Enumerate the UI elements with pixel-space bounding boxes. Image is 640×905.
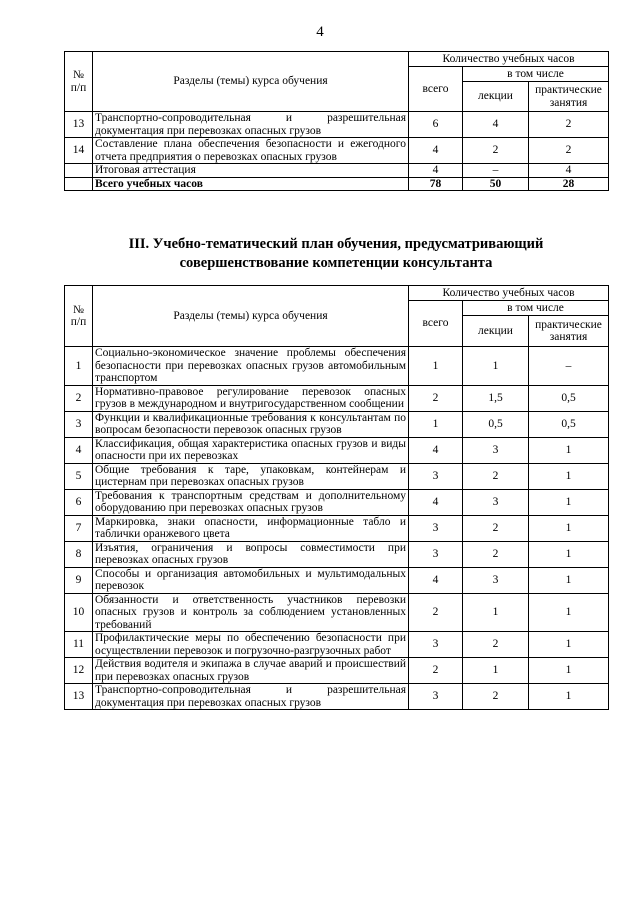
row-number: 3 xyxy=(65,411,93,437)
row-number: 11 xyxy=(65,632,93,658)
page-number: 4 xyxy=(316,24,324,40)
row-lecture-hours: 1 xyxy=(463,593,529,632)
row-practice-hours: 1 xyxy=(529,658,609,684)
row-total-hours: 4 xyxy=(409,164,463,178)
row-practice-hours: 2 xyxy=(529,138,609,164)
row-practice-hours: 1 xyxy=(529,489,609,515)
row-number: 13 xyxy=(65,112,93,138)
table2-body xyxy=(65,347,609,710)
row-lecture-hours: 2 xyxy=(463,138,529,164)
row-practice-hours: 1 xyxy=(529,437,609,463)
row-lecture-hours: 1,5 xyxy=(463,385,529,411)
table-row xyxy=(65,411,609,437)
row-lecture-hours: 1 xyxy=(463,347,529,386)
table-row xyxy=(65,164,609,178)
header-hours: Количество учебных часов xyxy=(409,286,609,301)
row-number: 4 xyxy=(65,437,93,463)
table1-body xyxy=(65,112,609,191)
header-total: всего xyxy=(409,301,463,347)
table-row xyxy=(65,112,609,138)
row-total-hours: 6 xyxy=(409,112,463,138)
row-practice-hours: 1 xyxy=(529,541,609,567)
table-row xyxy=(65,567,609,593)
row-section-name: Всего учебных часов xyxy=(93,177,409,191)
row-practice-hours: 28 xyxy=(529,177,609,191)
header-num: № п/п xyxy=(65,286,93,347)
row-practice-hours: 0,5 xyxy=(529,385,609,411)
row-practice-hours: 1 xyxy=(529,593,609,632)
row-total-hours: 2 xyxy=(409,385,463,411)
table-row xyxy=(65,177,609,191)
row-lecture-hours: 2 xyxy=(463,515,529,541)
row-lecture-hours: 2 xyxy=(463,684,529,710)
row-total-hours: 3 xyxy=(409,541,463,567)
row-total-hours: 1 xyxy=(409,347,463,386)
row-total-hours: 78 xyxy=(409,177,463,191)
row-total-hours: 2 xyxy=(409,593,463,632)
header-section-name: Разделы (темы) курса обучения xyxy=(93,286,409,347)
row-total-hours: 4 xyxy=(409,437,463,463)
row-section-name: Транспортно-сопроводительная и разрешительная документация при перевозках опасных грузов xyxy=(93,112,409,138)
row-number: 14 xyxy=(65,138,93,164)
row-total-hours: 4 xyxy=(409,138,463,164)
row-practice-hours: – xyxy=(529,347,609,386)
row-number: 5 xyxy=(65,463,93,489)
table-row xyxy=(65,515,609,541)
header-lectures: лекции xyxy=(463,316,529,347)
table-row xyxy=(65,385,609,411)
row-practice-hours: 1 xyxy=(529,632,609,658)
table-row xyxy=(65,658,609,684)
header-hours: Количество учебных часов xyxy=(409,52,609,67)
row-section-name: Итоговая аттестация xyxy=(93,164,409,178)
row-section-name: Социально-экономическое значение проблемы обеспечения безопасности при перевозках опасных грузов автомобильным транспортом xyxy=(93,347,409,386)
section-title: III. Учебно-тематический план обучения, предусматривающий совершенствование компетенции консультанта xyxy=(128,236,544,271)
table-row xyxy=(65,347,609,386)
row-practice-hours: 4 xyxy=(529,164,609,178)
table-row xyxy=(65,463,609,489)
row-lecture-hours: – xyxy=(463,164,529,178)
table-row xyxy=(65,632,609,658)
header-including: в том числе xyxy=(463,67,609,82)
table-row xyxy=(65,684,609,710)
row-practice-hours: 1 xyxy=(529,463,609,489)
row-section-name: Изъятия, ограничения и вопросы совместимости при перевозках опасных грузов xyxy=(93,541,409,567)
table-row xyxy=(65,489,609,515)
row-lecture-hours: 3 xyxy=(463,567,529,593)
row-section-name: Профилактические меры по обеспечению безопасности при осуществлении перевозок и погрузочно-разгрузочных работ xyxy=(93,632,409,658)
row-practice-hours: 0,5 xyxy=(529,411,609,437)
row-section-name: Общие требования к таре, упаковкам, контейнерам и цистернам при перевозках опасных грузов xyxy=(93,463,409,489)
row-number: 6 xyxy=(65,489,93,515)
row-section-name: Транспортно-сопроводительная и разрешительная документация при перевозках опасных грузов xyxy=(93,684,409,710)
row-section-name: Обязанности и ответственность участников перевозки опасных грузов и контроль за соблюдением установленных требований xyxy=(93,593,409,632)
row-total-hours: 3 xyxy=(409,632,463,658)
row-lecture-hours: 3 xyxy=(463,437,529,463)
row-number: 7 xyxy=(65,515,93,541)
row-lecture-hours: 1 xyxy=(463,658,529,684)
row-number: 13 xyxy=(65,684,93,710)
row-lecture-hours: 2 xyxy=(463,632,529,658)
row-lecture-hours: 2 xyxy=(463,463,529,489)
row-lecture-hours: 4 xyxy=(463,112,529,138)
row-number: 1 xyxy=(65,347,93,386)
row-number xyxy=(65,177,93,191)
row-total-hours: 3 xyxy=(409,463,463,489)
row-total-hours: 3 xyxy=(409,684,463,710)
row-number: 8 xyxy=(65,541,93,567)
row-practice-hours: 1 xyxy=(529,567,609,593)
header-section-name: Разделы (темы) курса обучения xyxy=(93,52,409,112)
row-number: 12 xyxy=(65,658,93,684)
header-lectures: лекции xyxy=(463,82,529,112)
row-section-name: Классификация, общая характеристика опасных грузов и виды опасности при их перевозках xyxy=(93,437,409,463)
curriculum-table-continued xyxy=(64,51,609,191)
row-practice-hours: 2 xyxy=(529,112,609,138)
table-row xyxy=(65,437,609,463)
row-lecture-hours: 2 xyxy=(463,541,529,567)
row-lecture-hours: 0,5 xyxy=(463,411,529,437)
table-row xyxy=(65,541,609,567)
row-practice-hours: 1 xyxy=(529,684,609,710)
row-total-hours: 4 xyxy=(409,567,463,593)
row-number: 2 xyxy=(65,385,93,411)
row-section-name: Действия водителя и экипажа в случае аварий и происшествий при перевозках опасных грузов xyxy=(93,658,409,684)
row-section-name: Нормативно-правовое регулирование перевозок опасных грузов в международном и внутригосударственном сообщении xyxy=(93,385,409,411)
row-total-hours: 3 xyxy=(409,515,463,541)
row-total-hours: 4 xyxy=(409,489,463,515)
header-practice: практические занятия xyxy=(529,82,609,112)
row-section-name: Составление плана обеспечения безопасности и ежегодного отчета предприятия о перевозках опасных грузов xyxy=(93,138,409,164)
header-num: № п/п xyxy=(65,52,93,112)
row-section-name: Функции и квалификационные требования к консультантам по вопросам безопасности перевозок опасных грузов xyxy=(93,411,409,437)
row-lecture-hours: 3 xyxy=(463,489,529,515)
row-section-name: Требования к транспортным средствам и дополнительному оборудованию при перевозках опасных грузов xyxy=(93,489,409,515)
header-including: в том числе xyxy=(463,301,609,316)
row-number: 9 xyxy=(65,567,93,593)
row-number xyxy=(65,164,93,178)
row-total-hours: 1 xyxy=(409,411,463,437)
row-practice-hours: 1 xyxy=(529,515,609,541)
row-lecture-hours: 50 xyxy=(463,177,529,191)
table-row xyxy=(65,138,609,164)
row-total-hours: 2 xyxy=(409,658,463,684)
row-number: 10 xyxy=(65,593,93,632)
consultant-curriculum-table xyxy=(64,285,609,710)
row-section-name: Маркировка, знаки опасности, информационные табло и таблички оранжевого цвета xyxy=(93,515,409,541)
row-section-name: Способы и организация автомобильных и мультимодальных перевозок xyxy=(93,567,409,593)
header-total: всего xyxy=(409,67,463,112)
table-row xyxy=(65,593,609,632)
header-practice: практические занятия xyxy=(529,316,609,347)
